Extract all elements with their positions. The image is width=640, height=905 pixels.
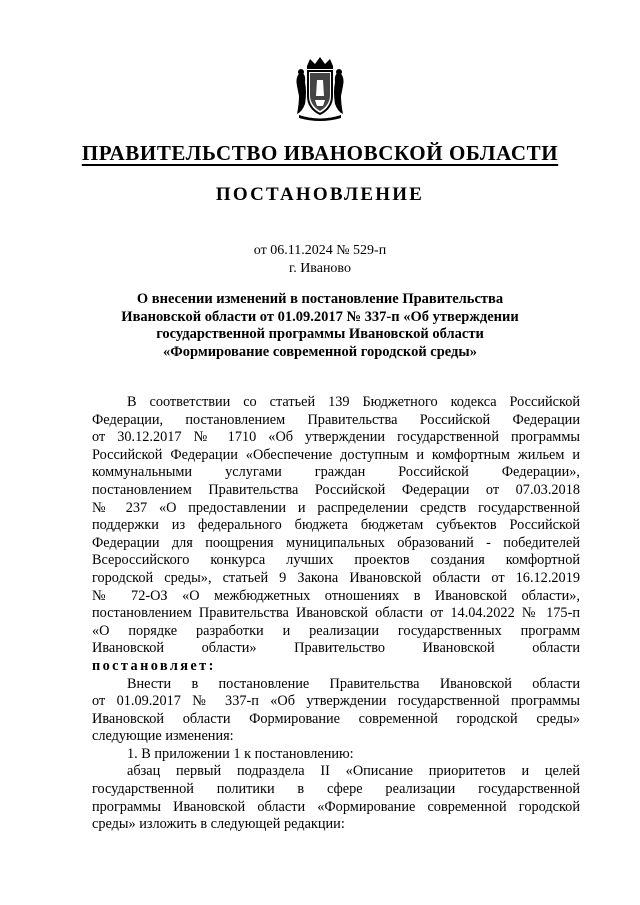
- body-line: В соответствии со статьей 139 Бюджетного кодекса Российской: [127, 394, 580, 410]
- body-line: программы Ивановской области «Формирование современной городской: [92, 798, 580, 815]
- body-line: абзац первый подраздела II «Описание приоритетов и целей: [127, 763, 580, 780]
- body-line: городской среды», статьей 9 Закона Ивановской области от 16.12.2019: [92, 569, 580, 586]
- body-line: Федерации, постановлением Правительства Российской Федерации: [92, 411, 580, 428]
- body-line: от 30.12.2017 № 1710 «Об утверждении государственной программы: [92, 429, 580, 446]
- body-line: Ивановской области» Правительство Ивановской области: [92, 640, 580, 657]
- operative-word: постановляет:: [92, 657, 216, 674]
- document-body: [92, 394, 580, 834]
- body-line: Всероссийского конкурса лучших проектов создания комфортной: [92, 552, 580, 569]
- date-number: от 06.11.2024 № 529-п: [253, 243, 387, 258]
- city: г. Иваново: [289, 261, 351, 276]
- body-line: государственной политики в сфере реализации государственной: [92, 781, 580, 798]
- body-line: Российской Федерации «Обеспечение доступным и комфортным жильем и: [92, 446, 580, 463]
- body-line: постановлением Правительства Ивановской области от 14.04.2022 № 175-п: [92, 605, 580, 622]
- document-subject: [90, 291, 550, 361]
- subject-line: О внесении изменений в постановление Правительства: [136, 291, 504, 307]
- body-line: следующие изменения:: [92, 728, 234, 745]
- body-line: Федерации для поощрения муниципальных образований - победителей: [92, 534, 580, 551]
- body-line: от 01.09.2017 № 337-п «Об утверждении государственной программы: [92, 693, 580, 710]
- body-line: постановлением Правительства Российской Федерации от 07.03.2018: [92, 481, 580, 498]
- subject-line: Ивановской области от 01.09.2017 № 337-п «Об утверждении: [121, 308, 519, 325]
- body-line: № 72-ОЗ «О межбюджетных отношениях в Ивановской области»,: [92, 587, 580, 604]
- body-line: Ивановской области Формирование современной городской среды»: [92, 710, 580, 727]
- subject-line: государственной программы Ивановской области: [156, 326, 484, 342]
- coat-of-arms-icon: [293, 56, 347, 122]
- body-line: Внести в постановление Правительства Ивановской области: [127, 675, 580, 692]
- body-line: № 237 «О предоставлении и распределении средств государственной: [92, 499, 580, 516]
- organization-title: ПРАВИТЕЛЬСТВО ИВАНОВСКОЙ ОБЛАСТИ: [81, 141, 559, 165]
- body-line: 1. В приложении 1 к постановлению:: [127, 745, 354, 762]
- body-line: «О порядке разработки и реализации государственных программ: [92, 622, 580, 639]
- document-type-title: ПОСТАНОВЛЕНИЕ: [215, 184, 425, 205]
- body-line: поддержки из федерального бюджета бюджетам субъектов Российской: [92, 517, 580, 534]
- body-line: среды» изложить в следующей редакции:: [92, 816, 345, 833]
- subject-line: «Формирование современной городской среды»: [163, 343, 477, 360]
- body-line: коммунальными услугами граждан Российской Федерации»,: [92, 464, 580, 481]
